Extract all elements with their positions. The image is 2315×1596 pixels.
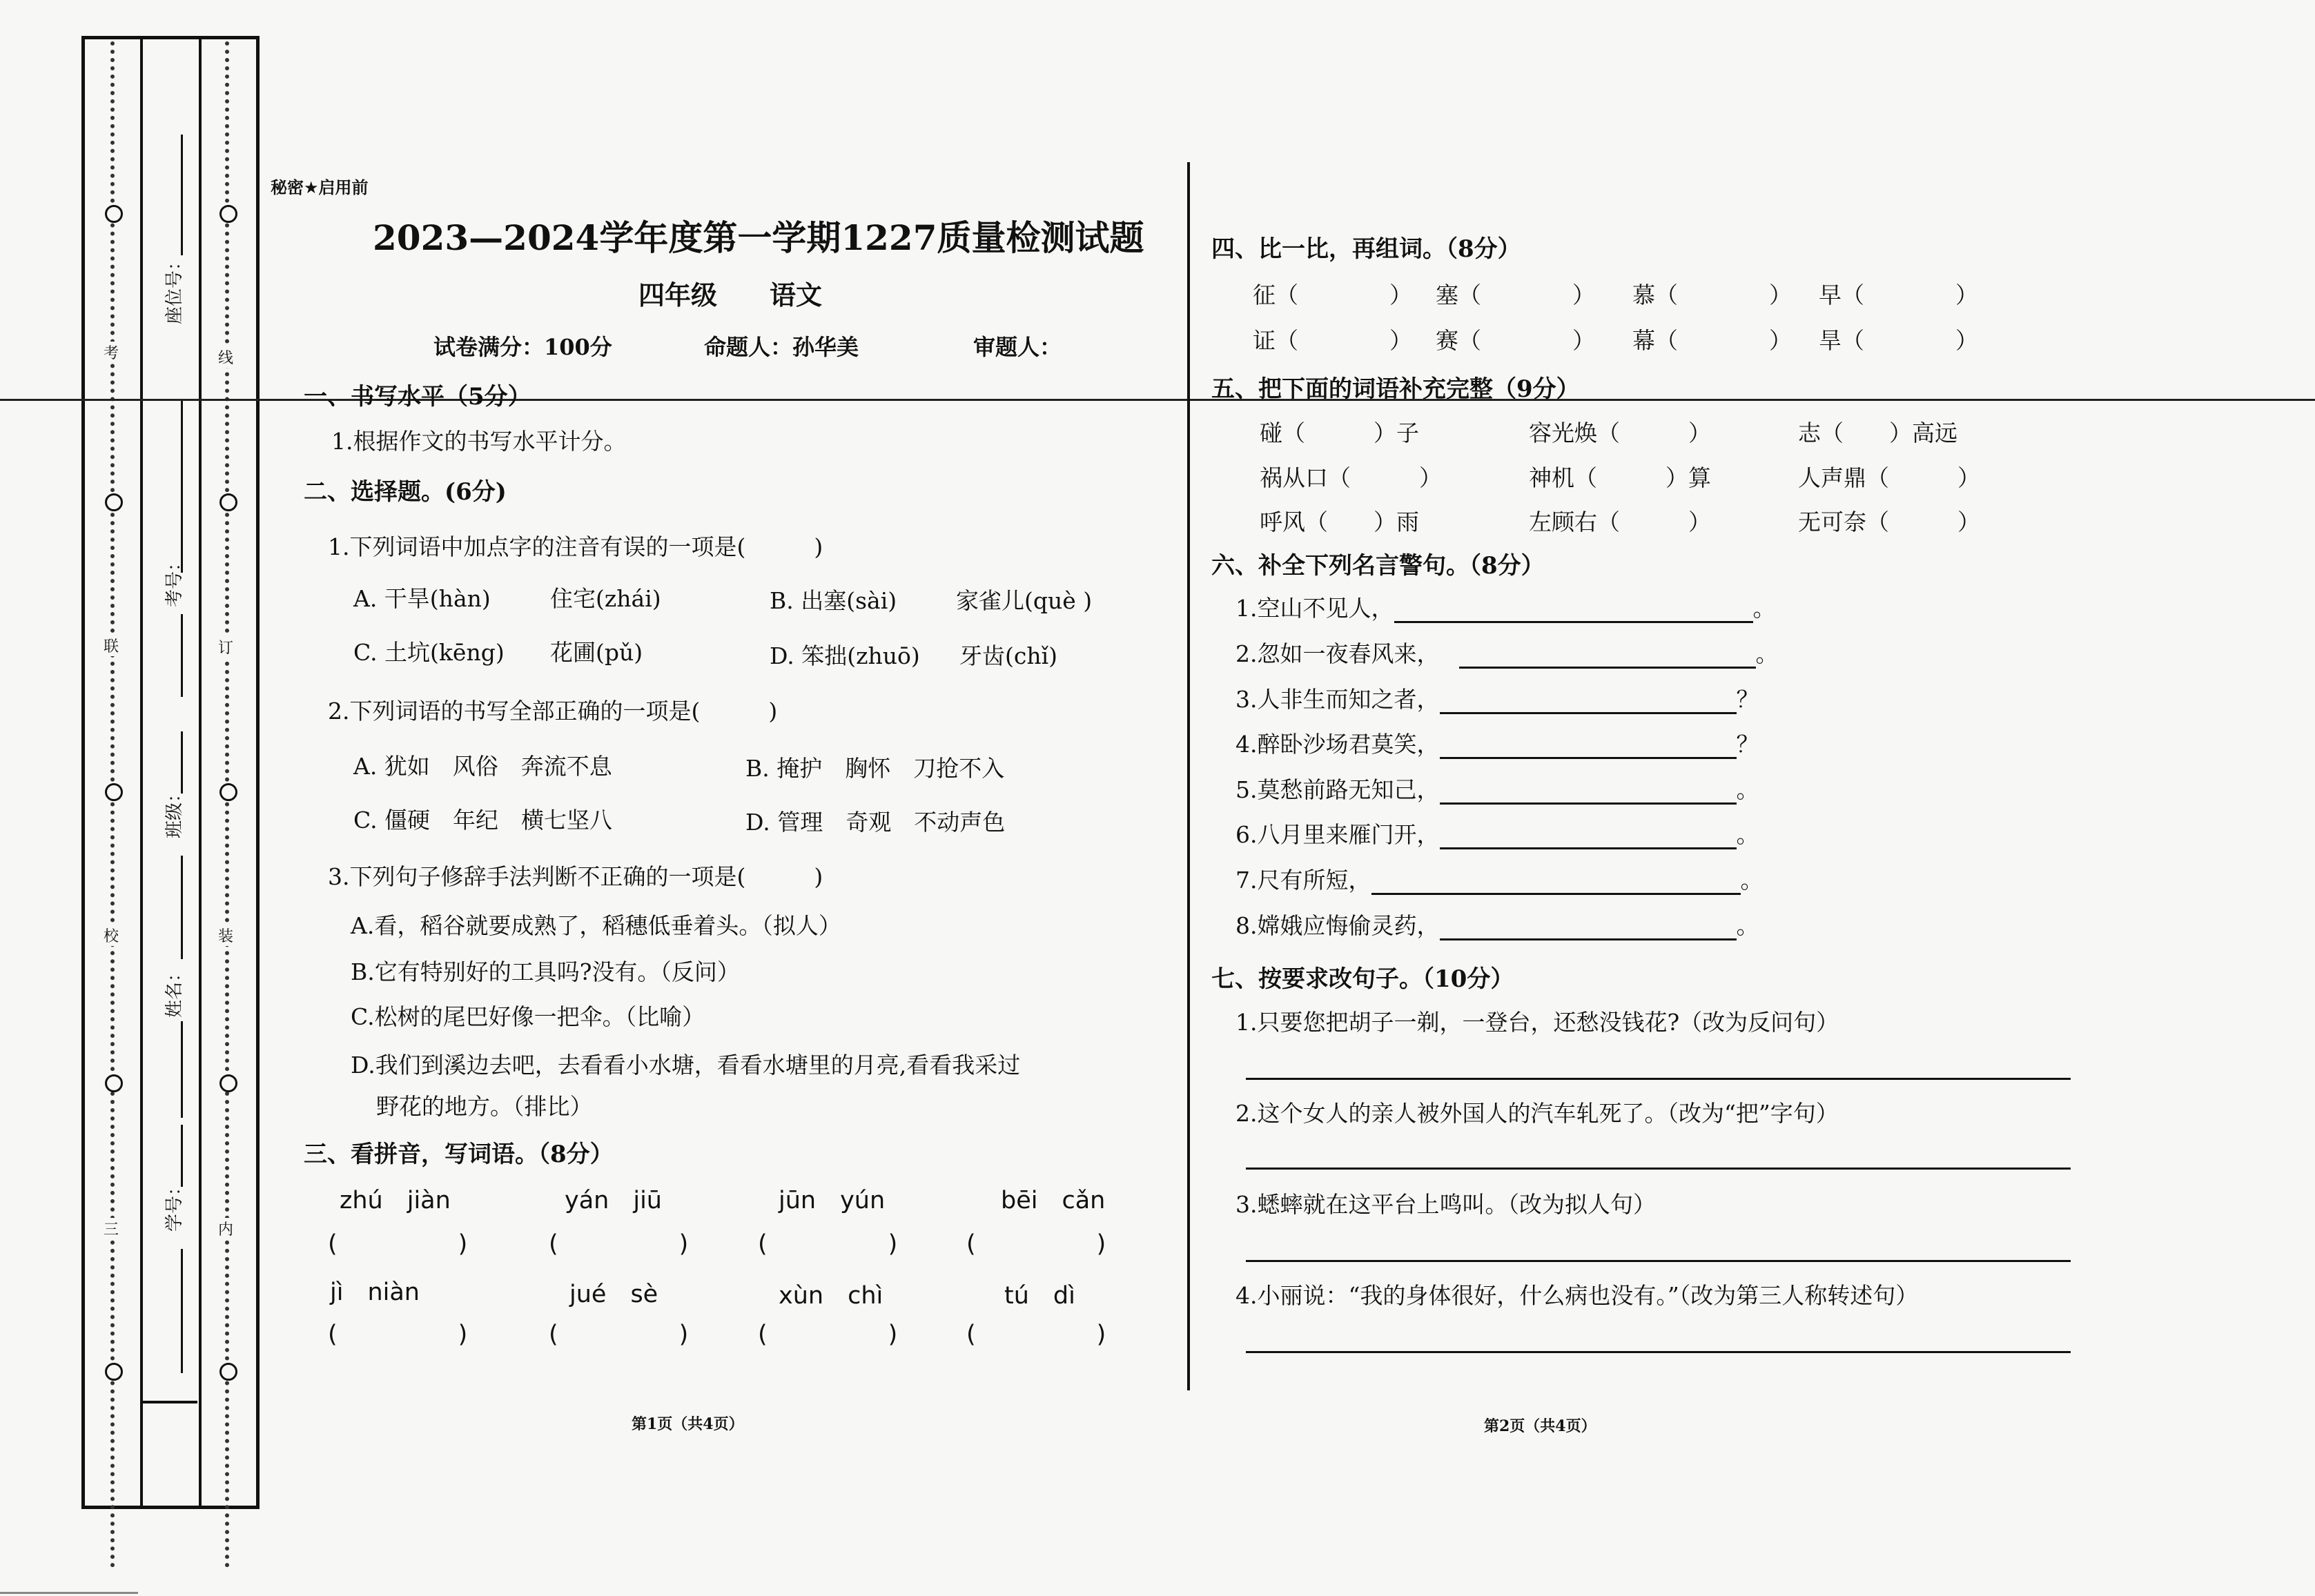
question-text: 1.根据作文的书写水平计分。 xyxy=(331,428,627,455)
quote-item xyxy=(1235,591,1776,623)
quote-end: 。 xyxy=(1736,821,1759,848)
choice-option[interactable]: C. 土坑(kēng) xyxy=(353,639,505,666)
quote-prompt: 5.莫愁前路无知己， xyxy=(1235,776,1440,803)
seal-dotted-line xyxy=(110,41,115,1568)
name-label: 姓名： xyxy=(164,963,185,1018)
binding-hole xyxy=(219,1363,237,1381)
pinyin: tú dì xyxy=(1004,1282,1075,1310)
choice-option[interactable]: A. 犹如 风俗 奔流不息 xyxy=(353,753,612,780)
seal-mark: 三 xyxy=(104,1218,119,1239)
seal-mark: 校 xyxy=(104,925,119,946)
grade-label: 四年级 xyxy=(638,279,718,311)
quote-prompt: 8.嫦娥应悔偷灵药， xyxy=(1235,912,1440,939)
choice-option[interactable]: C.松树的尾巴好像一把伞。（比喻） xyxy=(351,1003,705,1030)
quote-answer-line[interactable] xyxy=(1440,757,1737,759)
choice-option-word: 花圃(pǔ) xyxy=(550,639,643,666)
quote-prompt: 1.空山不见人， xyxy=(1235,595,1394,622)
choice-option[interactable]: B. 出塞(sài) xyxy=(770,587,897,614)
section-heading: 三、看拼音，写词语。（8分） xyxy=(304,1141,614,1168)
answer-line[interactable] xyxy=(1246,1260,2071,1262)
section-heading: 四、比一比，再组词。（8分） xyxy=(1211,235,1521,263)
quote-end: 。 xyxy=(1736,776,1759,803)
quote-prompt: 2.忽如一夜春风来， xyxy=(1235,640,1440,667)
rewrite-question: 3.蟋蟀就在这平台上鸣叫。（改为拟人句） xyxy=(1235,1191,1656,1218)
quote-item xyxy=(1235,908,1759,940)
author: 命题人：孙华美 xyxy=(704,334,859,360)
choice-option[interactable]: B.它有特别好的工具吗?没有。（反问） xyxy=(351,958,740,985)
word-pair-item[interactable]: 慕（ ） xyxy=(1632,282,1792,308)
name-field[interactable] xyxy=(181,1021,183,1118)
choice-option-word: 住宅(zhái) xyxy=(550,585,661,612)
word-pair-item[interactable]: 证（ ） xyxy=(1253,327,1412,354)
seal-mark: 考 xyxy=(104,342,119,363)
word-pair-item[interactable]: 旱（ ） xyxy=(1819,327,1978,354)
seat-number-label: 座位号： xyxy=(164,252,185,324)
quote-end: 。 xyxy=(1755,640,1779,667)
quote-answer-line[interactable] xyxy=(1371,893,1741,895)
pinyin: jué sè xyxy=(569,1281,658,1308)
choice-option-continued: 野花的地方。（排比） xyxy=(376,1093,593,1120)
page-divider xyxy=(1187,162,1190,1390)
section-heading: 五、把下面的词语补充完整（9分） xyxy=(1211,375,1580,403)
class-label: 班级： xyxy=(164,784,185,838)
exam-number-field[interactable] xyxy=(181,400,183,573)
quote-end: 。 xyxy=(1740,867,1764,894)
quote-item xyxy=(1235,636,1779,669)
answer-line[interactable] xyxy=(1246,1078,2071,1080)
section-heading: 六、补全下列名言警句。（8分） xyxy=(1211,552,1545,580)
answer-box[interactable]: ( ) xyxy=(758,1321,898,1348)
word-pair-item[interactable]: 塞（ ） xyxy=(1436,282,1595,308)
answer-box[interactable]: ( ) xyxy=(966,1321,1106,1348)
rewrite-question: 2.这个女人的亲人被外国人的汽车轧死了。（改为“把”字句） xyxy=(1235,1100,1839,1127)
word-pair-item[interactable]: 早（ ） xyxy=(1819,282,1978,308)
strip-divider xyxy=(140,39,143,1506)
seal-mark: 线 xyxy=(218,346,233,368)
quote-prompt: 6.八月里来雁门开， xyxy=(1235,821,1440,848)
quote-answer-line[interactable] xyxy=(1440,847,1737,849)
answer-box[interactable]: ( ) xyxy=(328,1230,468,1258)
binding-hole xyxy=(105,783,123,801)
pinyin: bēi cǎn xyxy=(1001,1187,1106,1214)
page-number: 第1页（共4页） xyxy=(632,1415,744,1433)
question-text: 3.下列句子修辞手法判断不正确的一项是( ) xyxy=(328,863,823,890)
exam-number-label: 考号： xyxy=(164,553,185,607)
binding-hole xyxy=(105,493,123,511)
word-pair-item[interactable]: 征（ ） xyxy=(1253,282,1412,308)
quote-end: 。 xyxy=(1736,912,1759,939)
idiom-item[interactable]: 容光焕（ ） xyxy=(1529,420,1711,446)
idiom-item[interactable]: 碰（ ）子 xyxy=(1260,420,1419,446)
section-heading: 七、按要求改句子。（10分） xyxy=(1211,965,1514,993)
choice-option[interactable]: B. 掩护 胸怀 刀抢不入 xyxy=(745,755,1005,782)
quote-prompt: 4.醉卧沙场君莫笑， xyxy=(1235,731,1440,758)
reviewer: 审题人： xyxy=(973,334,1062,360)
strip-divider xyxy=(199,39,202,1506)
idiom-item[interactable]: 人声鼎（ ） xyxy=(1798,464,1980,491)
quote-item xyxy=(1235,817,1759,849)
binding-hole xyxy=(219,205,237,223)
quote-answer-line[interactable] xyxy=(1459,667,1756,669)
choice-option[interactable]: D.我们到溪边去吧，去看看小水塘，看看水塘里的月亮,看看我采过 xyxy=(351,1052,1021,1078)
choice-option[interactable]: D. 笨拙(zhuō) xyxy=(770,642,920,669)
answer-line[interactable] xyxy=(1246,1168,2071,1170)
strip-rule xyxy=(142,1401,197,1403)
idiom-item[interactable]: 左顾右（ ） xyxy=(1529,509,1711,535)
answer-box[interactable]: ( ) xyxy=(328,1321,468,1348)
section-heading: 一、书写水平（5分） xyxy=(304,383,531,411)
page-title: 2023—2024学年度第一学期1227质量检测试题 xyxy=(373,217,1144,258)
choice-option[interactable]: A. 干旱(hàn) xyxy=(353,585,491,612)
quote-prompt: 3.人非生而知之者， xyxy=(1235,686,1440,713)
binding-hole xyxy=(105,1363,123,1381)
idiom-item[interactable]: 呼风（ ）雨 xyxy=(1260,509,1419,535)
answer-line[interactable] xyxy=(1246,1351,2071,1353)
seal-mark: 装 xyxy=(218,925,233,946)
class-field[interactable] xyxy=(181,731,183,794)
answer-box[interactable]: ( ) xyxy=(549,1230,689,1258)
section-heading: 二、选择题。(6分) xyxy=(304,478,507,506)
answer-box[interactable]: ( ) xyxy=(758,1230,898,1258)
secret-label: 秘密★启用前 xyxy=(271,178,369,197)
binding-hole xyxy=(219,493,237,511)
pinyin: xùn chì xyxy=(779,1282,883,1310)
class-field[interactable] xyxy=(181,856,183,959)
idiom-item[interactable]: 祸从口（ ） xyxy=(1260,464,1442,491)
quote-answer-line[interactable] xyxy=(1440,938,1737,940)
seat-number-field[interactable] xyxy=(181,135,183,255)
page-number: 第2页（共4页） xyxy=(1484,1417,1596,1435)
seal-mark: 内 xyxy=(218,1218,233,1239)
student-number-label: 学号： xyxy=(164,1177,185,1232)
binding-hole xyxy=(219,1074,237,1092)
seal-dotted-line xyxy=(225,41,229,1568)
idiom-item[interactable]: 无可奈（ ） xyxy=(1798,509,1980,535)
subject-label: 语文 xyxy=(770,279,823,311)
answer-box[interactable]: ( ) xyxy=(549,1321,689,1348)
binding-hole xyxy=(219,783,237,801)
quote-end: ？ xyxy=(1736,686,1759,713)
word-pair-item[interactable]: 幕（ ） xyxy=(1632,327,1792,354)
binding-hole xyxy=(105,205,123,223)
pinyin: zhú jiàn xyxy=(340,1187,451,1214)
quote-end: ？ xyxy=(1736,731,1759,758)
quote-answer-line[interactable] xyxy=(1394,621,1753,623)
rewrite-question: 4.小丽说：“我的身体很好，什么病也没有。”（改为第三人称转述句） xyxy=(1235,1282,1919,1309)
question-text: 2.下列词语的书写全部正确的一项是( ) xyxy=(328,698,778,725)
rewrite-question: 1.只要您把胡子一剃，一登台，还愁没钱花?（改为反问句） xyxy=(1235,1009,1839,1036)
pinyin: jūn yún xyxy=(779,1187,886,1214)
quote-item xyxy=(1235,682,1759,714)
choice-option[interactable]: A.看，稻谷就要成熟了，稻穗低垂着头。（拟人） xyxy=(351,912,841,939)
student-number-field[interactable] xyxy=(181,1249,183,1373)
choice-option[interactable]: C. 僵硬 年纪 横七坚八 xyxy=(353,807,613,834)
quote-prompt: 7.尺有所短， xyxy=(1235,867,1371,894)
quote-item xyxy=(1235,727,1759,759)
quote-answer-line[interactable] xyxy=(1440,802,1737,805)
idiom-item[interactable]: 志（ ）高远 xyxy=(1798,420,1957,446)
word-pair-item[interactable]: 赛（ ） xyxy=(1436,327,1595,354)
choice-option-word: 牙齿(chǐ) xyxy=(959,642,1058,669)
full-score: 试卷满分：100分 xyxy=(433,334,612,360)
choice-option[interactable]: D. 管理 奇观 不动声色 xyxy=(745,809,1006,836)
scan-edge xyxy=(0,1592,138,1594)
pinyin: jì niàn xyxy=(330,1279,420,1306)
answer-box[interactable]: ( ) xyxy=(966,1230,1106,1258)
question-text: 1.下列词语中加点字的注音有误的一项是( ) xyxy=(328,533,823,560)
seal-mark: 订 xyxy=(218,636,233,658)
quote-item xyxy=(1235,863,1764,895)
exam-number-field[interactable] xyxy=(181,614,183,697)
choice-option-word: 家雀儿(què ) xyxy=(956,587,1093,614)
quote-end: 。 xyxy=(1752,595,1776,622)
pinyin: yán jiū xyxy=(565,1187,662,1214)
student-number-field[interactable] xyxy=(181,1125,183,1187)
idiom-item[interactable]: 神机（ ）算 xyxy=(1529,464,1711,491)
seal-mark: 联 xyxy=(104,635,119,656)
quote-answer-line[interactable] xyxy=(1440,712,1737,714)
quote-item xyxy=(1235,772,1759,805)
binding-hole xyxy=(105,1074,123,1092)
